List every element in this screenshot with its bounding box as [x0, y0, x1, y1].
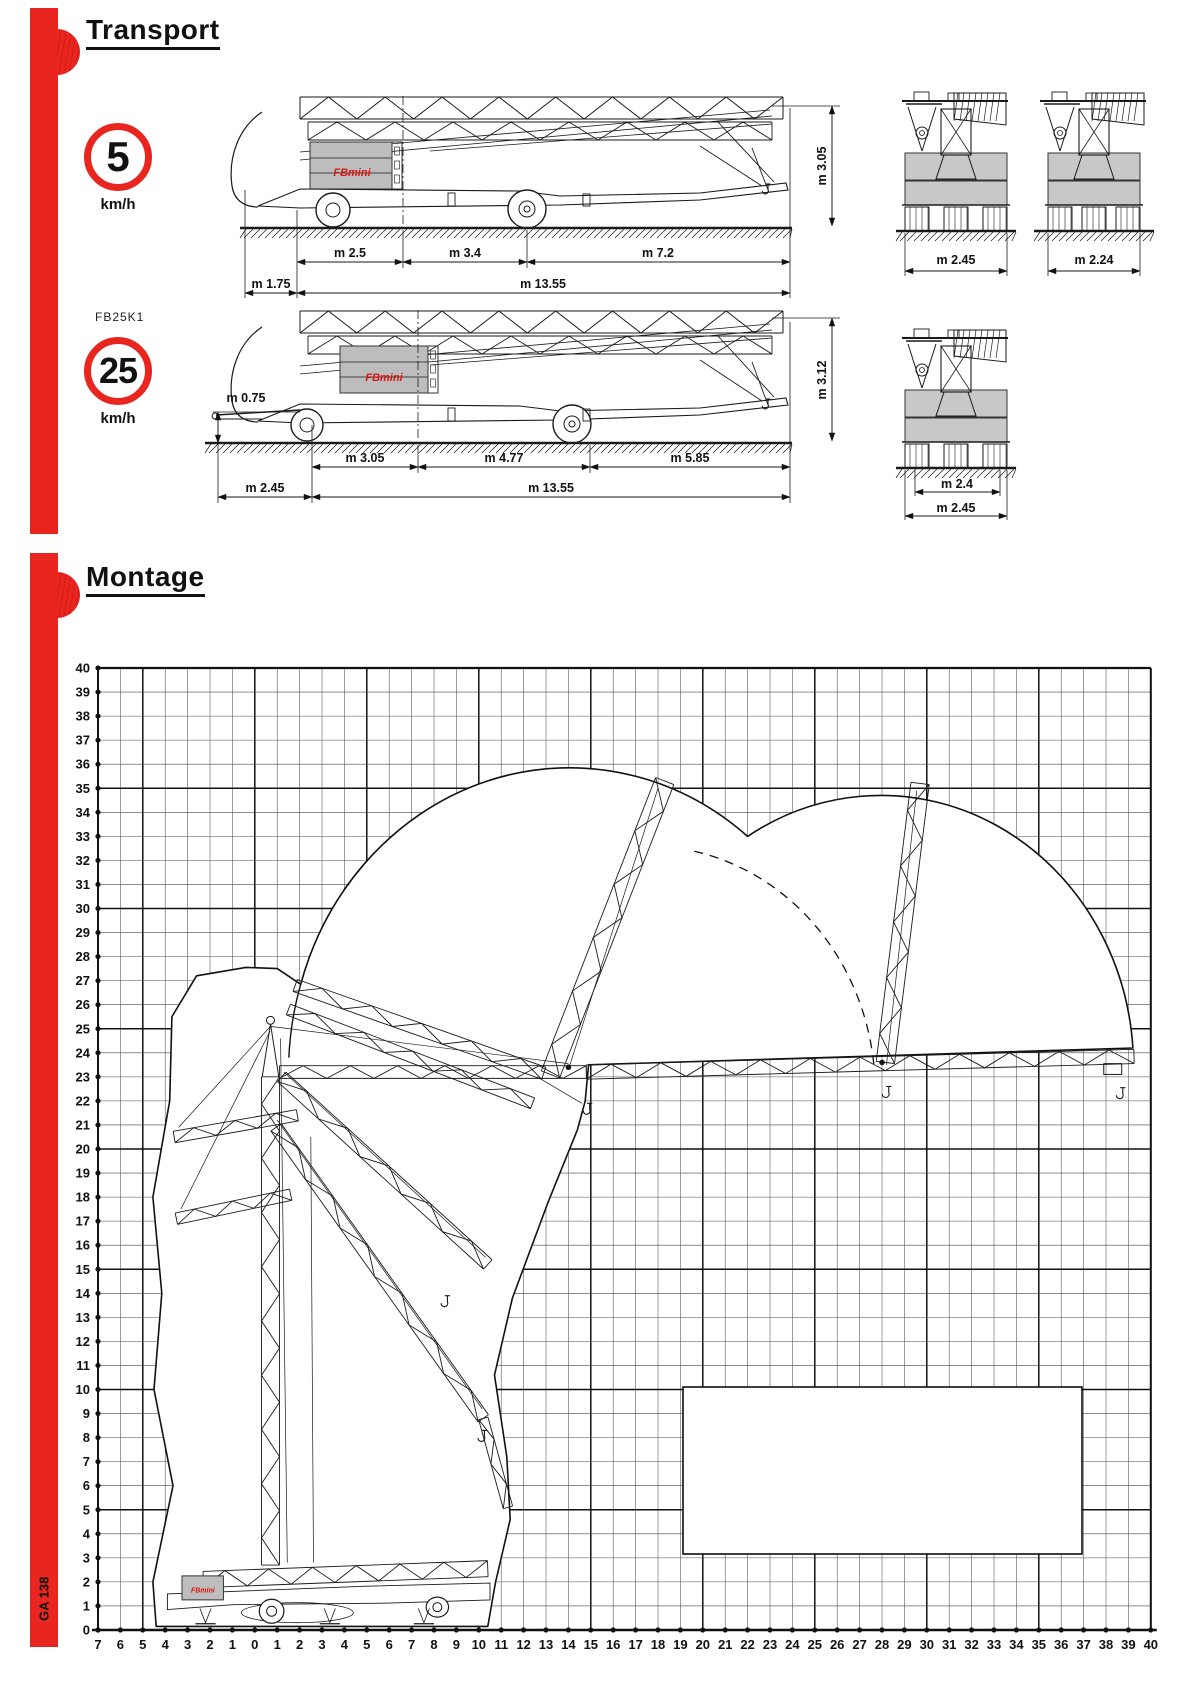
y-tick-label: 19: [75, 1165, 90, 1181]
y-tick-label: 1: [82, 1598, 90, 1614]
x-tick-label: 1: [273, 1637, 281, 1652]
y-tick-label: 29: [75, 925, 90, 941]
dim-label-total-c1: m 13.55: [520, 277, 566, 291]
x-tick-label: 39: [1121, 1637, 1136, 1652]
x-tick-label: 20: [695, 1637, 711, 1652]
y-tick-label: 16: [75, 1237, 90, 1253]
y-tick-label: 28: [75, 949, 90, 965]
x-tick-label: 13: [538, 1637, 554, 1652]
y-tick-label: 26: [75, 997, 90, 1013]
x-tick-label: 2: [295, 1637, 304, 1652]
x-tick-label: 16: [605, 1637, 621, 1652]
speed-unit-label-2: km/h: [100, 410, 136, 427]
x-tick-label: 8: [430, 1637, 438, 1652]
y-tick-label: 27: [75, 973, 90, 989]
y-tick-label: 17: [75, 1213, 90, 1229]
y-tick-label: 38: [75, 708, 90, 724]
dim-label-axle2-c1: m 3.4: [449, 246, 481, 260]
x-tick-label: 12: [516, 1637, 531, 1652]
y-tick-label: 8: [82, 1430, 90, 1446]
y-tick-label: 4: [82, 1526, 90, 1542]
x-tick-label: 6: [385, 1637, 393, 1652]
x-tick-label: 4: [340, 1637, 349, 1652]
x-tick-label: 30: [919, 1637, 935, 1652]
dim-label-axle1-c2: m 3.05: [345, 451, 385, 465]
dim-label-front-c2: m 2.45: [245, 481, 285, 495]
y-tick-label: 7: [82, 1454, 90, 1470]
x-tick-label: 26: [829, 1637, 845, 1652]
x-tick-label: 22: [740, 1637, 755, 1652]
dim-label-total-c2: m 13.55: [528, 481, 574, 495]
x-tick-label: 7: [94, 1637, 102, 1652]
y-tick-label: 3: [82, 1550, 90, 1566]
y-tick-label: 24: [75, 1045, 90, 1061]
x-tick-label: 27: [852, 1637, 867, 1652]
x-tick-label: 2: [206, 1637, 214, 1652]
y-tick-label: 14: [75, 1285, 90, 1301]
section-title-transport: Transport: [86, 14, 220, 50]
y-tick-label: 30: [75, 901, 90, 916]
model-label: FB25K1: [95, 310, 145, 324]
brand-logo-montage: FBmini: [190, 1587, 215, 1595]
brand-logo-c2: FBmini: [365, 372, 403, 384]
y-tick-label: 15: [75, 1261, 90, 1277]
dim-label-rear-c2: m 5.85: [670, 451, 710, 465]
y-tick-label: 20: [75, 1141, 90, 1157]
x-tick-label: 28: [874, 1637, 890, 1652]
y-tick-label: 33: [75, 828, 90, 844]
x-tick-label: 6: [116, 1637, 125, 1652]
dim-label-rearwidth1-c1: m 2.45: [936, 253, 976, 267]
y-tick-label: 34: [75, 804, 90, 820]
x-tick-label: 3: [183, 1637, 192, 1652]
dim-label-height-c2: m 3.12: [815, 360, 829, 400]
x-tick-label: 7: [407, 1637, 416, 1652]
dim-label-rearwidth2-c1: m 2.24: [1074, 253, 1114, 267]
y-tick-label: 36: [75, 756, 90, 772]
x-tick-label: 21: [717, 1637, 733, 1652]
dim-label-front-c1: m 1.75: [251, 277, 291, 291]
x-tick-label: 32: [964, 1637, 979, 1652]
y-tick-label: 35: [75, 780, 90, 796]
x-tick-label: 15: [583, 1637, 599, 1652]
y-tick-label: 39: [75, 684, 90, 700]
x-tick-label: 34: [1009, 1637, 1024, 1652]
x-tick-label: 11: [494, 1637, 509, 1652]
speed-unit-label-1: km/h: [100, 196, 136, 213]
dim-label-height-c1: m 3.05: [815, 146, 829, 186]
montage-erection-diagram: [0, 520, 1190, 1683]
x-tick-label: 0: [251, 1637, 259, 1652]
y-tick-label: 12: [75, 1333, 90, 1349]
x-tick-label: 10: [471, 1637, 487, 1652]
dim-label-drawbar-c2: m 0.75: [226, 391, 266, 405]
x-tick-label: 33: [986, 1637, 1002, 1652]
dim-label-rear-c1: m 7.2: [642, 246, 674, 260]
x-tick-label: 23: [762, 1637, 778, 1652]
y-tick-label: 23: [75, 1069, 90, 1085]
x-tick-label: 4: [161, 1637, 169, 1652]
y-tick-label: 21: [75, 1117, 90, 1133]
y-tick-label: 11: [76, 1357, 90, 1373]
x-tick-label: 25: [807, 1637, 823, 1652]
x-tick-label: 31: [941, 1637, 957, 1652]
x-tick-label: 1: [228, 1637, 237, 1652]
y-tick-label: 13: [75, 1309, 90, 1325]
dim-label-rearwidth2-c2: m 2.45: [936, 501, 976, 515]
x-tick-label: 29: [897, 1637, 912, 1652]
y-tick-label: 18: [75, 1189, 90, 1205]
y-tick-label: 25: [75, 1021, 90, 1037]
speed-value: 5: [106, 133, 130, 180]
dim-label-rearwidth1-c2: m 2.4: [941, 477, 973, 491]
y-tick-label: 40: [75, 660, 90, 676]
y-tick-label: 2: [82, 1574, 90, 1590]
section-title-montage: Montage: [86, 561, 205, 597]
x-tick-label: 38: [1098, 1637, 1114, 1652]
y-tick-label: 22: [75, 1093, 90, 1109]
x-tick-label: 5: [139, 1637, 147, 1652]
transport-drawings: [0, 0, 1190, 520]
y-tick-label: 6: [82, 1478, 90, 1494]
brand-logo-c1: FBmini: [333, 167, 371, 179]
dim-label-axle1-c1: m 2.5: [334, 246, 366, 260]
y-tick-label: 37: [75, 732, 90, 748]
page-code: GA 138: [36, 1576, 52, 1621]
dim-label-axle2-c2: m 4.77: [484, 451, 524, 465]
x-tick-label: 36: [1053, 1637, 1069, 1652]
x-tick-label: 24: [785, 1637, 800, 1652]
x-tick-label: 9: [452, 1637, 461, 1652]
x-tick-label: 19: [673, 1637, 688, 1652]
x-tick-label: 37: [1076, 1637, 1091, 1652]
x-tick-label: 18: [650, 1637, 666, 1652]
x-tick-label: 14: [561, 1637, 576, 1652]
x-tick-label: 40: [1143, 1637, 1159, 1652]
y-tick-label: 0: [82, 1622, 90, 1638]
x-tick-label: 3: [318, 1637, 326, 1652]
y-tick-label: 32: [75, 852, 90, 868]
x-tick-label: 17: [628, 1637, 643, 1652]
y-tick-label: 31: [75, 876, 90, 892]
y-tick-label: 5: [82, 1502, 90, 1518]
y-tick-label: 10: [75, 1382, 90, 1397]
speed-value: 25: [98, 350, 138, 391]
y-tick-label: 9: [82, 1406, 90, 1422]
x-tick-label: 5: [363, 1637, 371, 1652]
x-tick-label: 35: [1031, 1637, 1047, 1652]
